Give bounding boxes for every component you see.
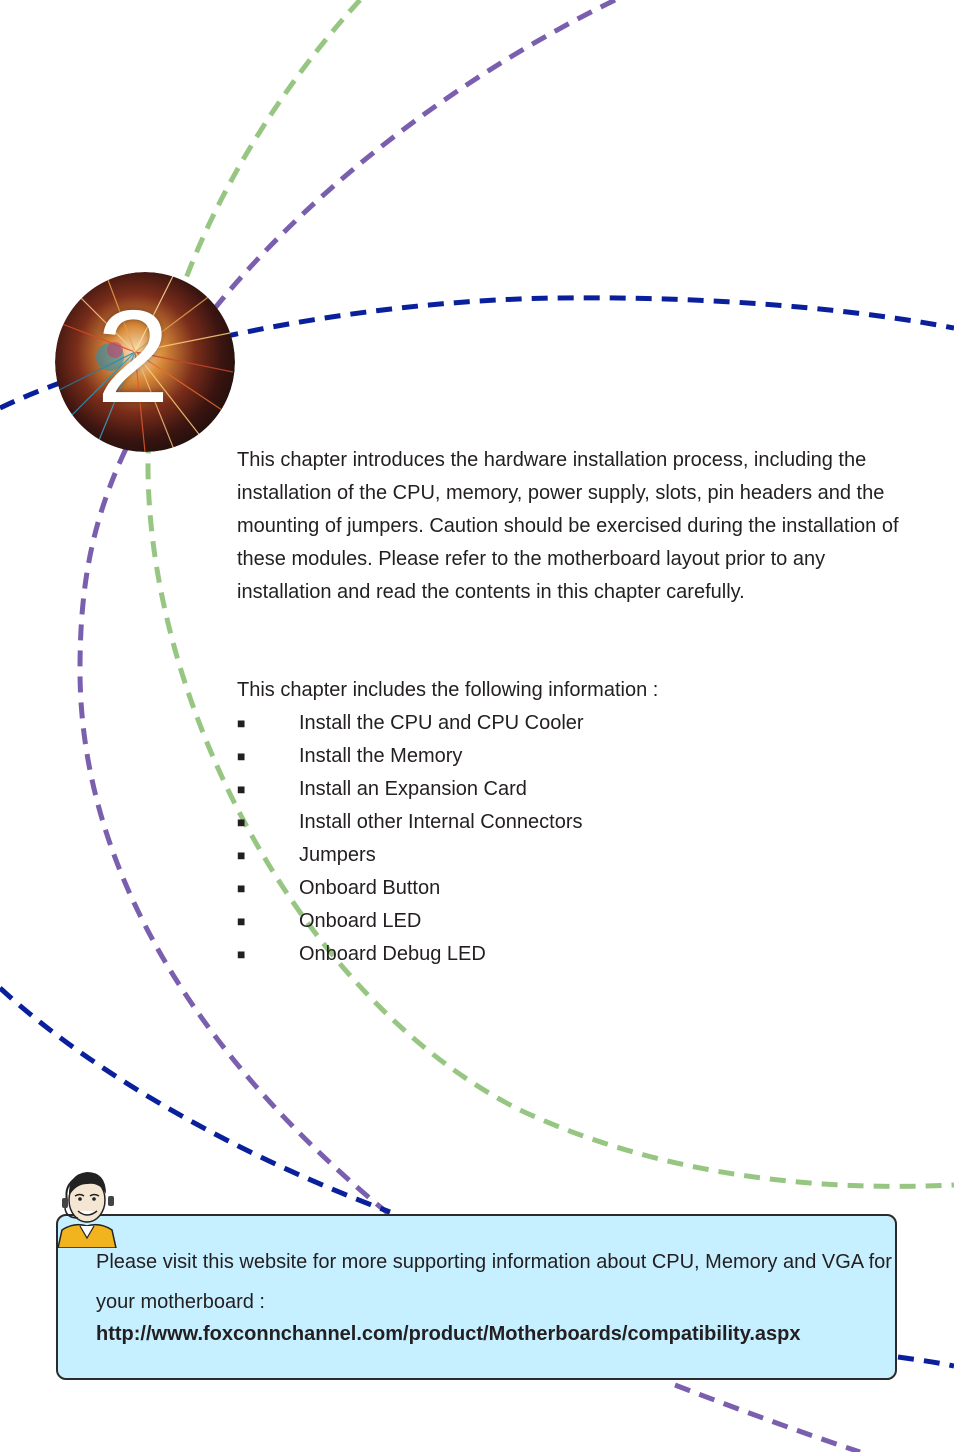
blue-dashed-arc-right [898, 1357, 954, 1366]
chapter-number: 2 [96, 282, 170, 430]
square-bullet-icon: ■ [237, 880, 246, 896]
square-bullet-icon: ■ [237, 814, 246, 830]
list-item [237, 740, 584, 773]
support-url-link[interactable]: http://www.foxconnchannel.com/product/Motherboards/compatibility.aspx [96, 1323, 801, 1345]
list-item [237, 905, 584, 938]
square-bullet-icon: ■ [237, 715, 246, 731]
list-item [237, 938, 584, 971]
list-item-label: Onboard Button [299, 877, 441, 899]
square-bullet-icon: ■ [237, 847, 246, 863]
square-bullet-icon: ■ [237, 781, 246, 797]
purple-dashed-arc-bottom [675, 1385, 860, 1452]
square-bullet-icon: ■ [237, 748, 246, 764]
list-item [237, 839, 584, 872]
chapter-intro-paragraph: This chapter introduces the hardware installation process, including the installation of the CPU, memory, power supply, slots, pin headers and the mounting of jumpers. Caution should be exercised during the installation of these modules. Please refer to the motherboard layout prior to any installation and read the contents in this chapter carefully. [237, 449, 899, 603]
list-item [237, 806, 584, 839]
square-bullet-icon: ■ [237, 946, 246, 962]
list-item-label: Install the CPU and CPU Cooler [299, 712, 584, 734]
list-item [237, 707, 584, 740]
support-note-text: Please visit this website for more supporting information about CPU, Memory and VGA for your motherboard : [96, 1251, 892, 1313]
list-item-label: Jumpers [299, 844, 376, 866]
support-note-box [56, 1214, 897, 1380]
list-item [237, 872, 584, 905]
contents-list [237, 707, 584, 971]
contents-heading: This chapter includes the following information : [237, 679, 659, 701]
list-item-label: Onboard Debug LED [299, 943, 486, 965]
list-item-label: Install other Internal Connectors [299, 811, 583, 833]
list-item [237, 773, 584, 806]
list-item-label: Install the Memory [299, 745, 463, 767]
chapter-badge [55, 272, 235, 452]
square-bullet-icon: ■ [237, 913, 246, 929]
support-agent-icon [56, 1166, 118, 1248]
list-item-label: Onboard LED [299, 910, 422, 932]
list-item-label: Install an Expansion Card [299, 778, 527, 800]
